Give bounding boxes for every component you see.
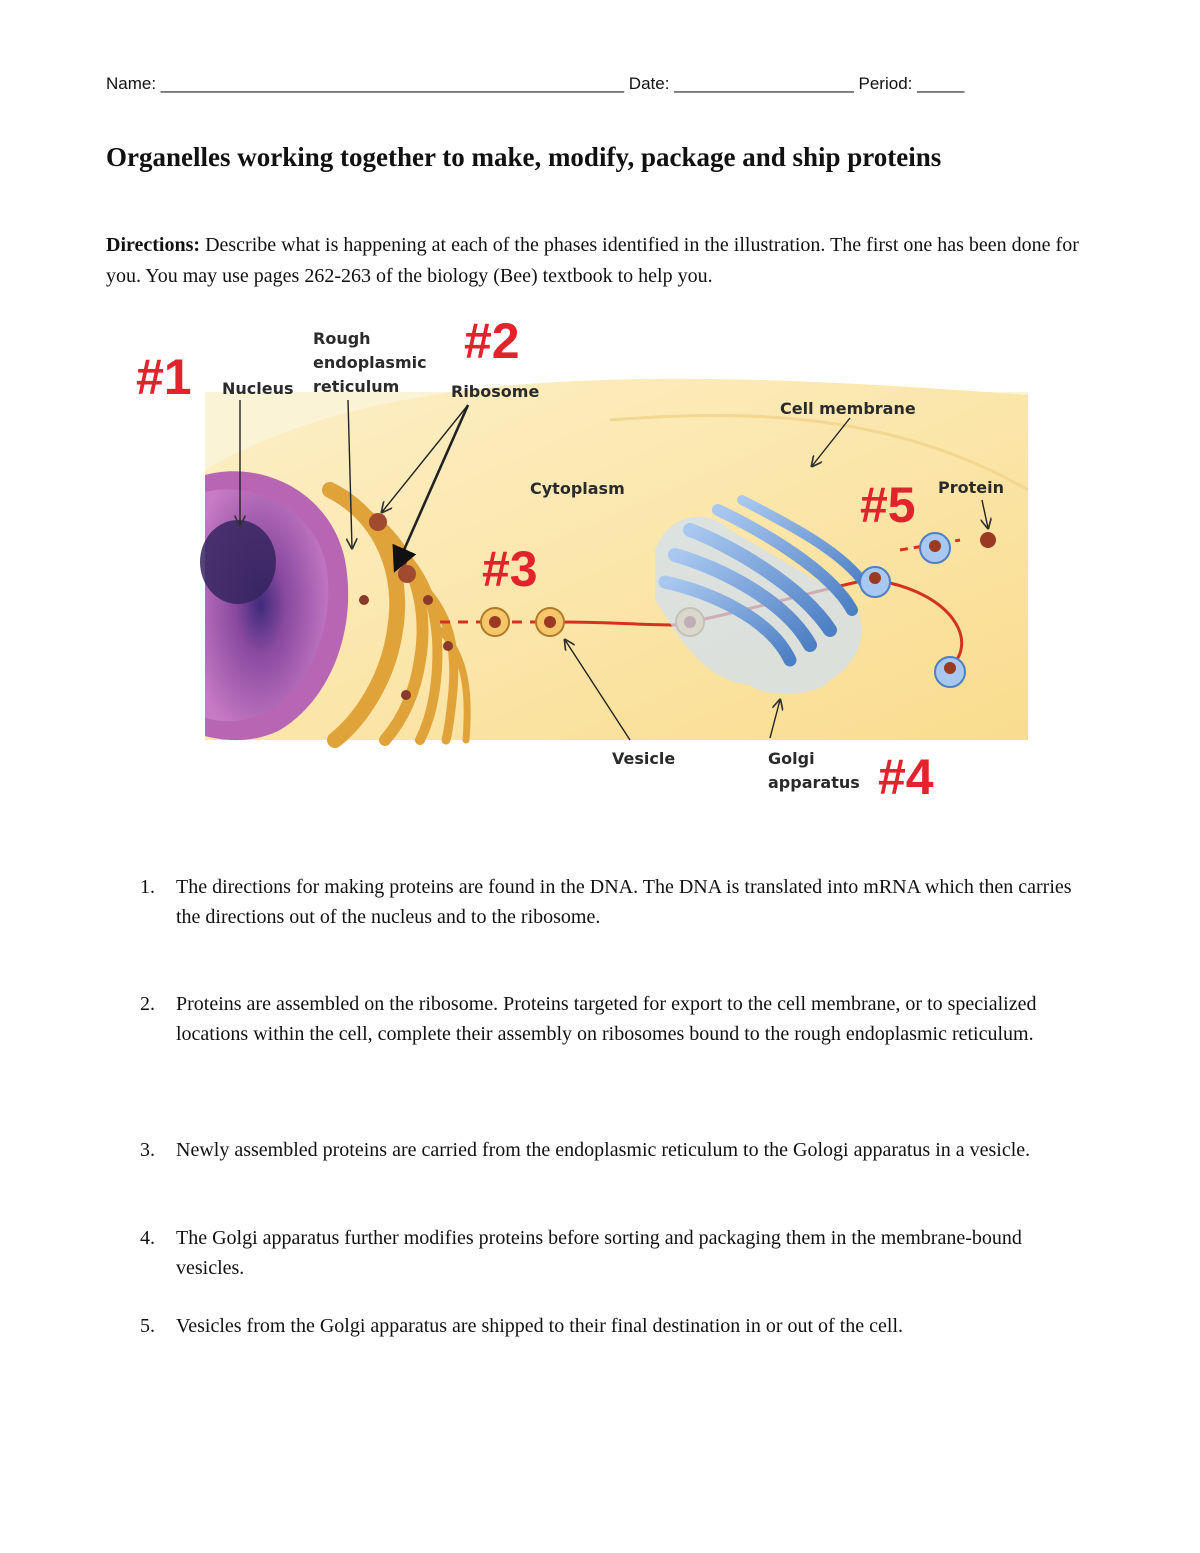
step-number: 4.	[140, 1227, 155, 1249]
directions-paragraph	[106, 230, 1106, 292]
directions-label: Directions:	[106, 234, 201, 256]
cell-protein-diagram	[130, 300, 1050, 810]
student-info-line: Name: _________________________________________________ Date: ___________________ Period: _____	[106, 74, 965, 93]
step-marker-4: #4	[878, 749, 934, 805]
step-text: The directions for making proteins are found in the DNA. The DNA is translated into mRNA which then carries the directions out of the nucleus and to the ribosome.	[176, 876, 1072, 928]
label-vesicle: Vesicle	[612, 749, 676, 768]
step-marker-2: #2	[464, 313, 520, 369]
step-marker-5: #5	[860, 477, 916, 533]
label-cell-membrane: Cell membrane	[780, 399, 916, 418]
step-number: 1.	[140, 876, 155, 898]
page-title: Organelles working together to make, modify, package and ship proteins	[106, 142, 942, 172]
label-ribosome: Ribosome	[451, 382, 540, 401]
step-text: Vesicles from the Golgi apparatus are shipped to their final destination in or out of the cell.	[176, 1315, 904, 1337]
label-golgi-1: Golgi	[768, 749, 815, 768]
label-rer-3: reticulum	[313, 377, 400, 396]
step-marker-1: #1	[136, 349, 192, 405]
label-nucleus: Nucleus	[222, 379, 294, 398]
step-text: Newly assembled proteins are carried from the endoplasmic reticulum to the Gologi apparatus in a vesicle.	[176, 1139, 1031, 1161]
label-rer-2: endoplasmic	[313, 353, 427, 372]
label-protein: Protein	[938, 478, 1004, 497]
label-golgi-2: apparatus	[768, 773, 860, 792]
directions-text: Describe what is happening at each of the phases identified in the illustration. The first one has been done for you. You may use pages 262-263 of the biology (Bee) textbook to help you.	[106, 234, 1079, 287]
label-rer-1: Rough	[313, 329, 371, 348]
step-marker-3: #3	[482, 541, 538, 597]
label-cytoplasm: Cytoplasm	[530, 479, 625, 498]
step-number: 5.	[140, 1315, 155, 1337]
step-text: The Golgi apparatus further modifies proteins before sorting and packaging them in the membrane-bound vesicles.	[176, 1227, 1022, 1279]
step-number: 3.	[140, 1139, 155, 1161]
step-text: Proteins are assembled on the ribosome. Proteins targeted for export to the cell membrane, or to specialized locations within the cell, complete their assembly on ribosomes bound to the rough endoplasmic reticulum.	[176, 993, 1037, 1045]
step-number: 2.	[140, 993, 155, 1015]
